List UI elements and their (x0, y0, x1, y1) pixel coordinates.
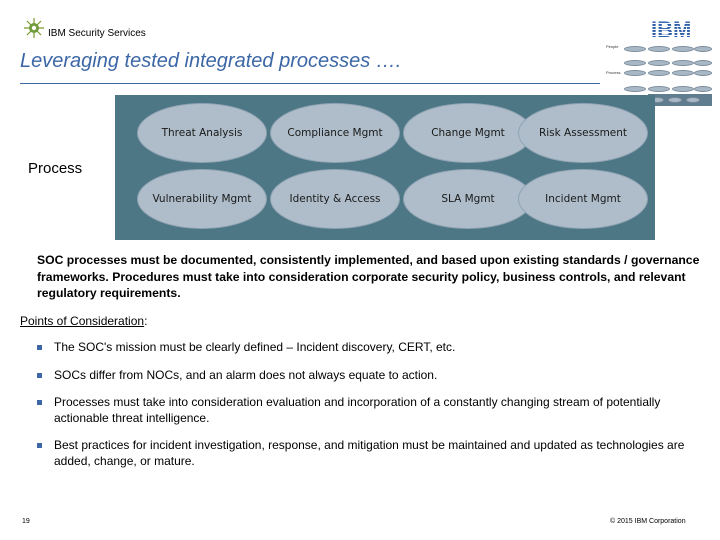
points-heading-text: Points of Consideration (20, 314, 145, 328)
ibm-logo-icon (651, 18, 699, 40)
process-panel (115, 95, 655, 240)
thumbnail-label-people: People (606, 44, 619, 49)
page-number: 19 (22, 518, 30, 525)
process-label: Process (28, 160, 83, 177)
list-item-text: Best practices for incident investigation, response, and mitigation must be maintained and updated as technologies are added, change, or mature. (54, 438, 685, 468)
ibm-security-emblem-icon (24, 18, 44, 38)
thumbnail-oval (694, 46, 712, 52)
bullet-square-icon (37, 400, 42, 405)
thumbnail-oval (648, 70, 670, 76)
list-item-text: SOCs differ from NOCs, and an alarm does not always equate to action. (54, 367, 438, 382)
ibm-logo-text: IBM (651, 18, 692, 40)
thumbnail-oval (672, 60, 694, 66)
list-item-text: The SOC's mission must be clearly defined – Incident discovery, CERT, etc. (54, 340, 456, 354)
process-vulnerability-mgmt: Vulnerability Mgmt (137, 169, 267, 229)
summary-text: SOC processes must be documented, consistently implemented, and based upon existing standards / governance frameworks. Procedures must take into consideration corporate security policy, business controls, and relevant regulatory requirements. (37, 253, 700, 300)
points-list (37, 340, 707, 469)
thumbnail-oval (624, 70, 646, 76)
copyright-notice: © 2015 IBM Corporation (610, 518, 686, 525)
thumbnail-oval (686, 97, 700, 103)
process-threat-analysis: Threat Analysis (137, 103, 267, 163)
title-divider (20, 83, 600, 84)
thumbnail-label-process: Process (606, 70, 621, 75)
thumbnail-oval (672, 70, 694, 76)
thumbnail-oval (694, 60, 712, 66)
thumbnail-oval (694, 70, 712, 76)
process-sla-mgmt: SLA Mgmt (403, 169, 533, 229)
list-item (37, 395, 707, 426)
points-heading (20, 314, 147, 328)
thumbnail-oval (694, 86, 712, 92)
bullet-square-icon (37, 443, 42, 448)
thumbnail-oval (648, 60, 670, 66)
bullet-square-icon (37, 373, 42, 378)
process-risk-assessment: Risk Assessment (518, 103, 648, 163)
thumbnail-oval (624, 86, 646, 92)
thumbnail-oval (624, 46, 646, 52)
thumbnail-oval (648, 46, 670, 52)
list-item (37, 438, 707, 469)
points-heading-colon: : (144, 314, 148, 328)
list-item (37, 368, 707, 384)
process-incident-mgmt: Incident Mgmt (518, 169, 648, 229)
thumbnail-oval (672, 86, 694, 92)
bullet-square-icon (37, 345, 42, 350)
process-compliance-mgmt: Compliance Mgmt (270, 103, 400, 163)
thumbnail-oval (672, 46, 694, 52)
process-change-mgmt: Change Mgmt (403, 103, 533, 163)
list-item-text: Processes must take into consideration evaluation and incorporation of a constantly changing stream of potentially actionable threat intelligence. (54, 395, 661, 425)
thumbnail-oval (624, 60, 646, 66)
thumbnail-oval (668, 97, 682, 103)
list-item (37, 340, 707, 356)
page-title: Leveraging tested integrated processes …. (20, 50, 402, 72)
thumbnail-oval (648, 86, 670, 92)
brand-name: IBM Security Services (48, 28, 146, 39)
process-identity-access: Identity & Access (270, 169, 400, 229)
